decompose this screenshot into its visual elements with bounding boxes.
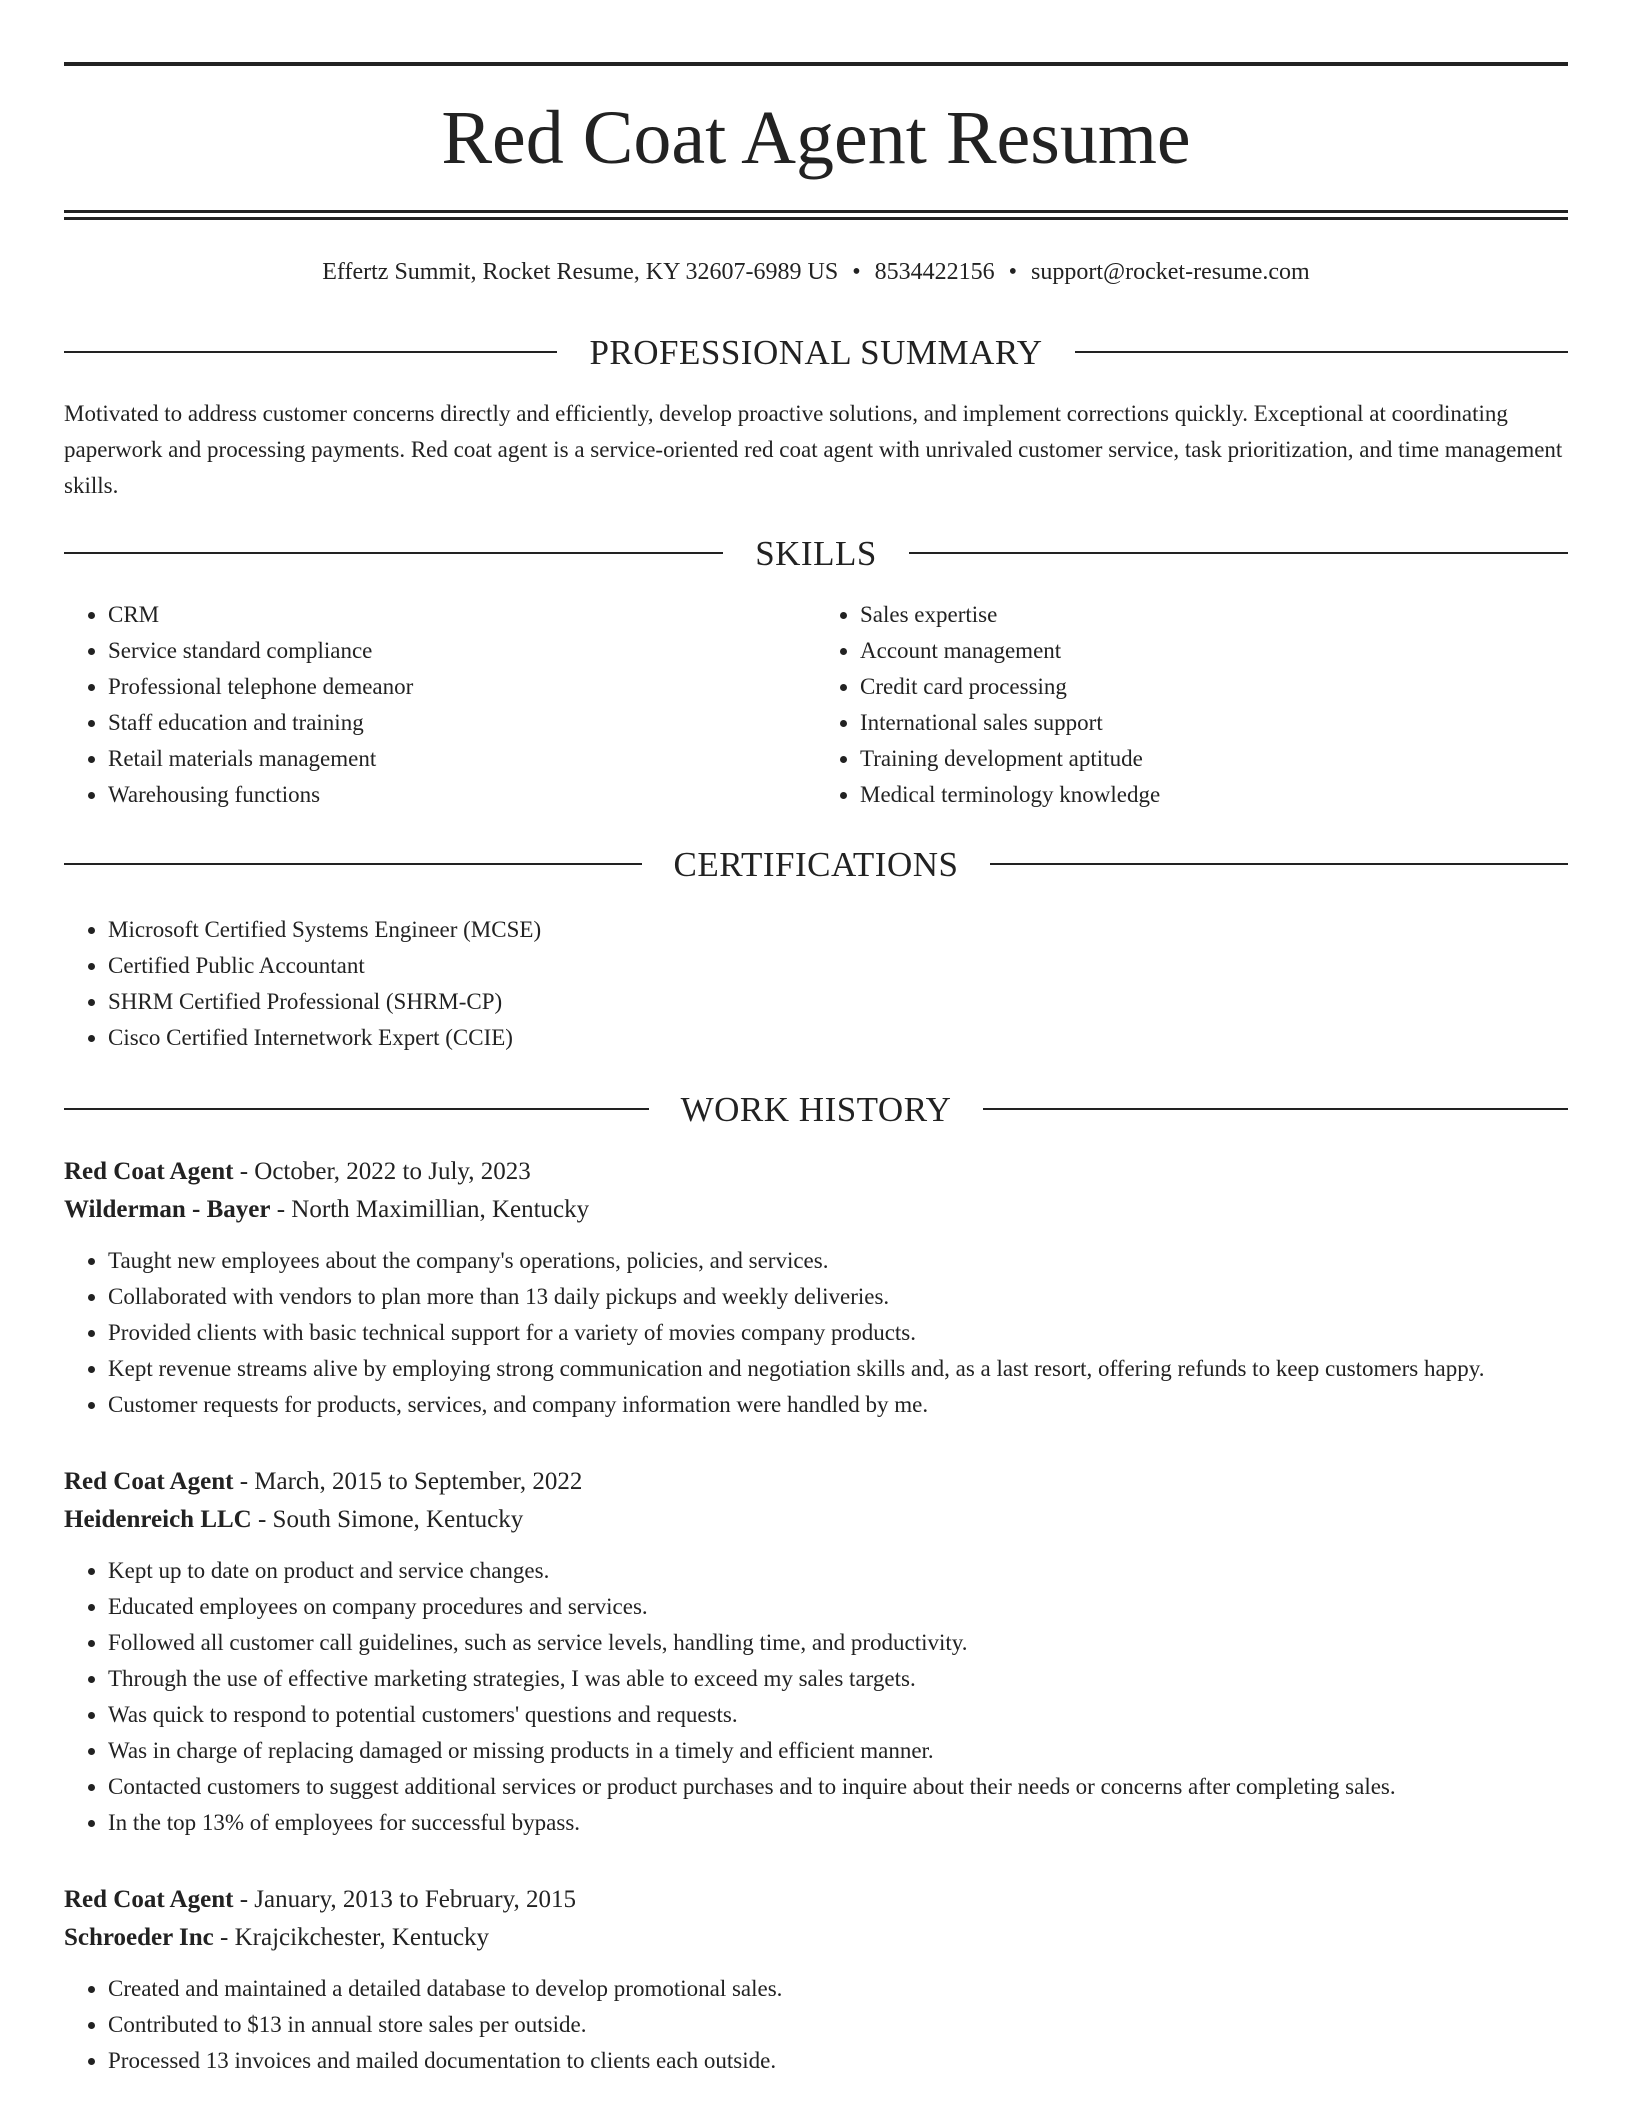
job-entry <box>64 1153 1568 1423</box>
heading-rule-right <box>990 863 1568 865</box>
skill-item: • Warehousing functions <box>108 777 816 813</box>
skills-columns <box>64 597 1568 813</box>
job-duty-item: • Contacted customers to suggest additional services or product purchases and to inquire about their needs or concerns after completing sales. <box>108 1769 1568 1805</box>
heading-rule-left <box>64 1108 649 1110</box>
heading-rule-left <box>64 863 642 865</box>
job-company-line <box>64 1501 1568 1539</box>
heading-rule-right <box>983 1108 1568 1110</box>
job-title: Red Coat Agent <box>64 1467 234 1495</box>
job-duty-item: • Collaborated with vendors to plan more than 13 daily pickups and weekly deliveries. <box>108 1279 1568 1315</box>
work-history-jobs <box>64 1153 1568 2079</box>
certification-item: • Certified Public Accountant <box>108 948 1568 984</box>
contact-separator: • <box>1008 259 1018 285</box>
certification-item: • Cisco Certified Internetwork Expert (CCIE) <box>108 1020 1568 1056</box>
top-rule <box>64 62 1568 66</box>
skills-list-right <box>816 597 1568 813</box>
job-duty-item: • Followed all customer call guidelines, such as service levels, handling time, and productivity. <box>108 1625 1568 1661</box>
summary-text: Motivated to address customer concerns directly and efficiently, develop proactive solutions, and implement corrections quickly. Exceptional at coordinating paperwork and processing payments. Red coat agent is a service-oriented red coat agent with unrivaled customer service, task prioritization, and time management skills. <box>64 400 1563 498</box>
skill-item: • Staff education and training <box>108 705 816 741</box>
heading-rule-right <box>909 552 1568 554</box>
contact-phone: 8534422156 <box>874 259 995 285</box>
job-duty-item: • Contributed to $13 in annual store sales per outside. <box>108 2007 1568 2043</box>
heading-rule-right <box>1075 351 1568 353</box>
job-entry <box>64 1463 1568 1841</box>
job-title-line <box>64 1153 1568 1191</box>
job-duty-item: • Customer requests for products, services, and company information were handled by me. <box>108 1387 1568 1423</box>
job-dates: - March, 2015 to September, 2022 <box>233 1467 583 1495</box>
skill-item: • CRM <box>108 597 816 633</box>
certifications-list <box>64 912 1568 1056</box>
skill-item: • Medical terminology knowledge <box>860 777 1568 813</box>
skill-item: • Training development aptitude <box>860 741 1568 777</box>
job-duty-item: • Was in charge of replacing damaged or missing products in a timely and efficient manner. <box>108 1733 1568 1769</box>
job-duties-list <box>64 1243 1568 1423</box>
job-duties-list <box>64 1553 1568 1841</box>
contact-line <box>64 258 1568 287</box>
skill-item: • Retail materials management <box>108 741 816 777</box>
job-title-line <box>64 1463 1568 1501</box>
contact-separator: • <box>852 259 861 285</box>
job-title: Red Coat Agent <box>64 1885 234 1913</box>
job-duty-item: • In the top 13% of employees for successful bypass. <box>108 1805 1568 1841</box>
job-dates: - October, 2022 to July, 2023 <box>233 1157 531 1185</box>
contact-email[interactable]: support@rocket-resume.com <box>1031 259 1310 285</box>
job-company: Wilderman - Bayer <box>64 1195 271 1223</box>
job-duties-list <box>64 1971 1568 2079</box>
job-duty-item: • Through the use of effective marketing strategies, I was able to exceed my sales targets. <box>108 1661 1568 1697</box>
certification-item: • Microsoft Certified Systems Engineer (MCSE) <box>108 912 1568 948</box>
skill-item: • International sales support <box>860 705 1568 741</box>
job-duty-item: • Processed 13 invoices and mailed documentation to clients each outside. <box>108 2043 1568 2079</box>
job-duty-item: • Kept revenue streams alive by employing strong communication and negotiation skills and, as a last resort, offering refunds to keep customers happy. <box>108 1351 1568 1387</box>
skill-item: • Account management <box>860 633 1568 669</box>
summary-heading <box>64 332 1568 372</box>
job-company: Schroeder Inc <box>64 1923 214 1951</box>
resume-page <box>64 0 1568 2079</box>
skill-item: • Service standard compliance <box>108 633 816 669</box>
job-location: - North Maximillian, Kentucky <box>270 1195 590 1223</box>
work-history-heading <box>64 1089 1568 1129</box>
summary-heading-label: PROFESSIONAL SUMMARY <box>589 332 1043 372</box>
heading-rule-left <box>64 552 723 554</box>
skill-item: • Sales expertise <box>860 597 1568 633</box>
skills-list-left <box>64 597 816 813</box>
job-duty-item: • Created and maintained a detailed database to develop promotional sales. <box>108 1971 1568 2007</box>
job-company: Heidenreich LLC <box>64 1505 252 1533</box>
skill-item: • Credit card processing <box>860 669 1568 705</box>
contact-address: Effertz Summit, Rocket Resume, KY 32607-6989 US <box>322 259 839 285</box>
job-title-line <box>64 1881 1568 1919</box>
job-location: - Krajcikchester, Kentucky <box>213 1923 490 1951</box>
job-dates: - January, 2013 to February, 2015 <box>233 1885 576 1913</box>
title-double-rule <box>64 210 1568 220</box>
certifications-heading-label: CERTIFICATIONS <box>673 844 959 884</box>
certification-item: • SHRM Certified Professional (SHRM-CP) <box>108 984 1568 1020</box>
work-history-heading-label: WORK HISTORY <box>680 1089 952 1129</box>
heading-rule-left <box>64 351 557 353</box>
skills-heading-label: SKILLS <box>755 533 877 573</box>
job-duty-item: • Educated employees on company procedures and services. <box>108 1589 1568 1625</box>
job-company-line <box>64 1191 1568 1229</box>
skill-item: • Professional telephone demeanor <box>108 669 816 705</box>
job-entry <box>64 1881 1568 2079</box>
skills-heading <box>64 533 1568 573</box>
job-title: Red Coat Agent <box>64 1157 234 1185</box>
job-location: - South Simone, Kentucky <box>251 1505 524 1533</box>
certifications-heading <box>64 844 1568 884</box>
job-duty-item: • Provided clients with basic technical support for a variety of movies company products. <box>108 1315 1568 1351</box>
job-duty-item: • Was quick to respond to potential customers' questions and requests. <box>108 1697 1568 1733</box>
job-duty-item: • Kept up to date on product and service changes. <box>108 1553 1568 1589</box>
job-company-line <box>64 1919 1568 1957</box>
resume-title: Red Coat Agent Resume <box>441 96 1191 180</box>
job-duty-item: • Taught new employees about the company's operations, policies, and services. <box>108 1243 1568 1279</box>
